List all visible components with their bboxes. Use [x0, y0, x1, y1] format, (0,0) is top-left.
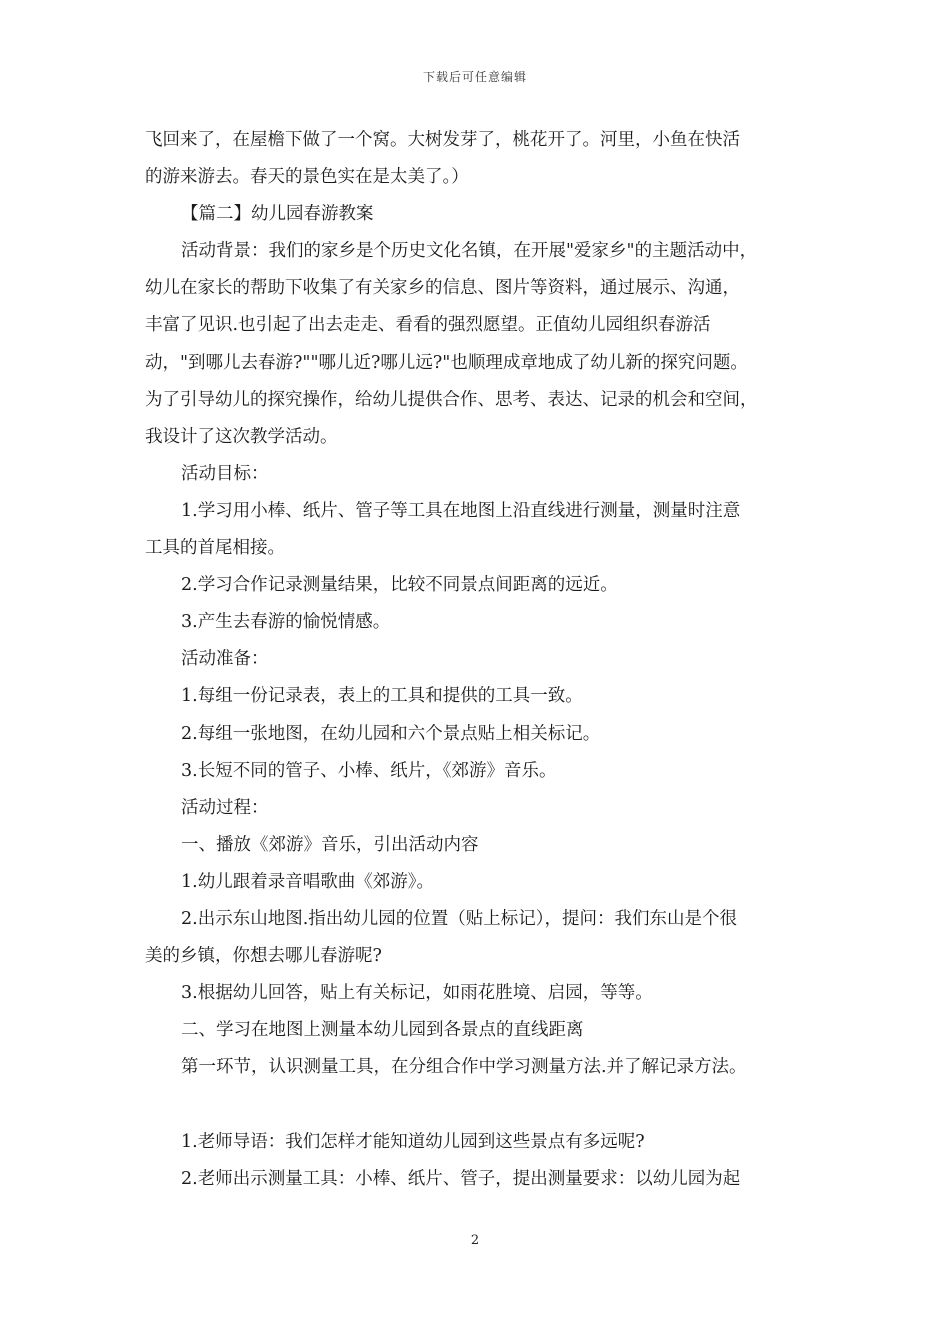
- section-step: 一、播放《郊游》音乐，引出活动内容: [181, 834, 479, 855]
- paragraph-line: 飞回来了，在屋檐下做了一个窝。大树发芽了，桃花开了。河里，小鱼在快活: [145, 130, 740, 150]
- section-step: 二、学习在地图上测量本幼儿园到各景点的直线距离: [181, 1020, 584, 1041]
- list-item: 1.每组一份记录表，表上的工具和提供的工具一致。: [181, 686, 583, 707]
- list-item: 3.根据幼儿回答，贴上有关标记，如雨花胜境、启园，等等。: [181, 983, 653, 1004]
- list-item: 1.幼儿跟着录音唱歌曲《郊游》。: [181, 871, 434, 892]
- paragraph-line: 的游来游去。春天的景色实在是太美了。）: [145, 167, 469, 188]
- paragraph-line: 第一环节，认识测量工具，在分组合作中学习测量方法.并了解记录方法。: [181, 1057, 747, 1078]
- paragraph-line: 我设计了这次教学活动。: [145, 426, 338, 447]
- list-item: 3.长短不同的管子、小棒、纸片，《郊游》音乐。: [181, 760, 557, 781]
- section-heading: 【篇二】幼儿园春游教案: [181, 204, 374, 225]
- subheading-process: 活动过程：: [181, 797, 269, 818]
- list-item: 1.学习用小棒、纸片、管子等工具在地图上沿直线进行测量，测量时注意: [181, 500, 741, 521]
- page-number: 2: [470, 1233, 480, 1248]
- paragraph-line: 幼儿在家长的帮助下收集了有关家乡的信息、图片等资料，通过展示、沟通，: [145, 278, 740, 299]
- page-header: 下载后可任意编辑: [422, 70, 527, 84]
- list-item: 2.老师出示测量工具：小棒、纸片、管子，提出测量要求：以幼儿园为起: [181, 1168, 741, 1189]
- list-item-continued: 工具的首尾相接。: [145, 538, 285, 559]
- list-item: 2.出示东山地图.指出幼儿园的位置（贴上标记），提问：我们东山是个很: [181, 908, 738, 929]
- paragraph-line: 丰富了见识.也引起了出去走走、看看的强烈愿望。正值幼儿园组织春游活: [145, 315, 711, 336]
- blank-line: [145, 1086, 815, 1123]
- paragraph-line: 活动背景：我们的家乡是个历史文化名镇，在开展"爱家乡"的主题活动中，: [181, 241, 758, 262]
- subheading-preparation: 活动准备：: [181, 649, 269, 670]
- list-item: 3.产生去春游的愉悦情感。: [181, 612, 391, 633]
- paragraph-line: 为了引导幼儿的探究操作，给幼儿提供合作、思考、表达、记录的机会和空间，: [145, 389, 758, 410]
- paragraph-line: 动，"到哪儿去春游?""哪儿近?哪儿远?"也顺理成章地成了幼儿新的探究问题。: [145, 352, 748, 373]
- list-item-continued: 美的乡镇，你想去哪儿春游呢?: [145, 946, 382, 967]
- list-item: 1.老师导语：我们怎样才能知道幼儿园到这些景点有多远呢?: [181, 1131, 645, 1152]
- subheading-goals: 活动目标：: [181, 463, 269, 484]
- list-item: 2.每组一张地图，在幼儿园和六个景点贴上相关标记。: [181, 723, 601, 744]
- document-body: [145, 122, 815, 1198]
- list-item: 2.学习合作记录测量结果，比较不同景点间距离的远近。: [181, 575, 618, 596]
